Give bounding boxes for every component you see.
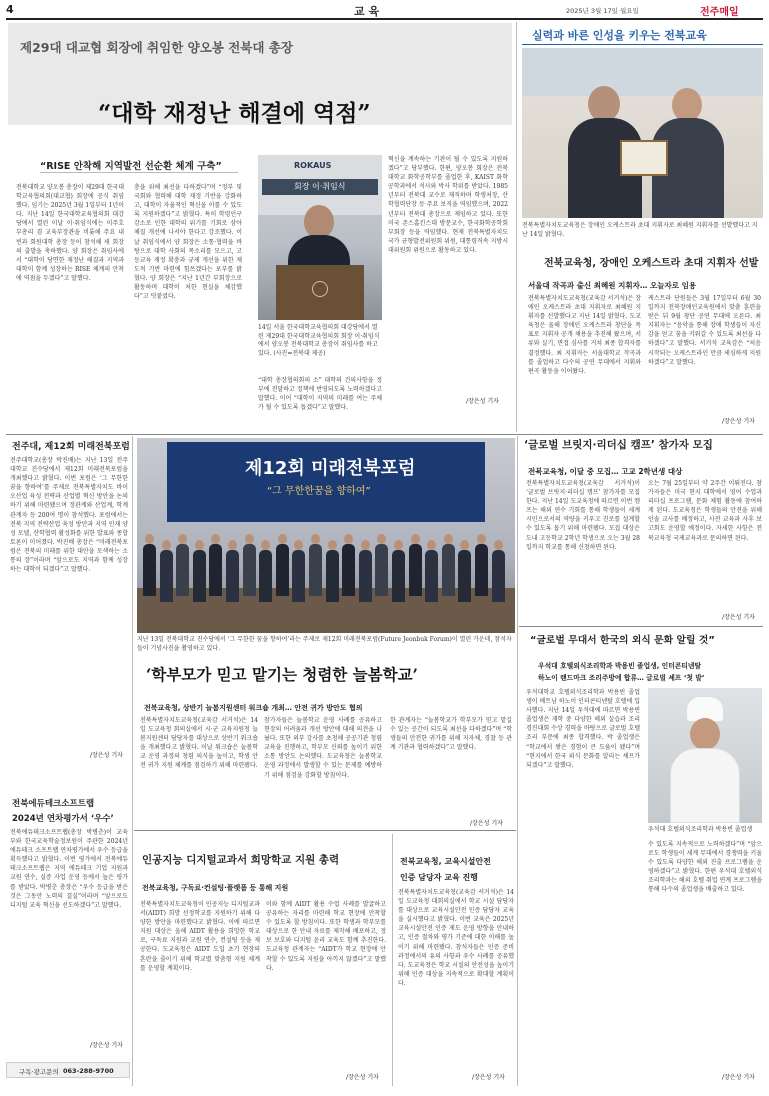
participant-head bbox=[228, 540, 237, 550]
speaker-head bbox=[304, 205, 334, 239]
orchestra-headline: 전북교육청, 장애인 오케스트라 초대 지휘자 선발 bbox=[544, 258, 759, 269]
edutech-headline: 전북에듀테크소프트랩 bbox=[12, 799, 95, 809]
article-subhead: “RISE 안착해 지역발전 선순환 체계 구축” bbox=[40, 161, 222, 172]
forum-participant bbox=[309, 534, 322, 596]
participant-body bbox=[342, 544, 355, 596]
participant-head bbox=[460, 540, 469, 550]
forum-banner-sub: “그 무한한꿈을 향하여” bbox=[267, 486, 371, 497]
header-rule bbox=[6, 18, 763, 20]
page-header bbox=[6, 2, 763, 18]
person-left-head bbox=[588, 86, 620, 122]
subscription-footer bbox=[6, 1062, 130, 1078]
chef-body-col2: 수 있도록 지속적으로 노력하겠다”며 “앞으로도 학생들이 세계 무대에서 경쟁력을 키울 수 있도록 다양한 해외 진출 프로그램을 운영하겠다”고 밝혔다. 한편 우석대 호텔외식조리학과는 해외 호텔 취업 연계 프로그램을 통해 다수의 졸업생을 배출하고 있다. bbox=[648, 841, 762, 894]
orchestra-body-col1: 전북특별자치도교육청(교육감 서거석)은 장애인 오케스트라 초대 지휘자로 최혜원 지휘자를 선발했다고 지난 14일 밝혔다. 도교육청은 올해 장애인 오케스트라 창단을 목표로 지휘자 공개 채용을 추진해 왔으며, 서류와 실기, 면접 심사를 거쳐 최종 합격자를 결정했다. 최 지휘자는 서울대학교 작곡과를 졸업하고 다수의 공연 무대에서 지휘와 편곡 활동을 이어왔다. bbox=[528, 295, 641, 375]
forum-participant bbox=[143, 534, 156, 596]
participant-head bbox=[361, 540, 370, 550]
conductor-photo-caption: 전북특별자치도교육청은 장애인 오케스트라 초대 지휘자로 최혜원 지휘자를 선발했다고 지난 14일 밝혔다. bbox=[522, 222, 758, 238]
orchestra-body-col2: 케스트라 단원들은 3월 17일부터 6월 30일까지 전북장애인교육원에서 맞춤 훈련을 받은 뒤 9월 창단 공연 무대에 오른다. 최 지휘자는 “음악을 통해 장애 학생들이 자신감을 얻고 꿈을 키워갈 수 있도록 최선을 다하겠다”고 말했다. 서거석 교육감은 “처음 시작되는 오케스트라인 만큼 세심하게 지원하겠다”고 말했다. bbox=[648, 295, 761, 366]
forum-photo bbox=[137, 438, 515, 633]
forum-participant bbox=[425, 540, 438, 602]
edutech-byline: /장은성 기자 bbox=[90, 1042, 123, 1049]
edutech-subhead: 2024년 연차평가서 ‘우수’ bbox=[12, 814, 114, 824]
participant-body bbox=[259, 550, 272, 602]
photo-wall-banner bbox=[522, 48, 763, 96]
neulbom-headline: ‘학부모가 믿고 맡기는 청렴한 늘봄학교’ bbox=[146, 665, 418, 684]
article-body-col3: “대학 총장협의회의 소” 대학의 건의사항을 정부에 전달하고 정책에 반영되도록 노력하겠다고 말했다. 이어 “대학이 지역의 미래를 여는 주체가 될 수 있도록 돕겠다”고 말했다. bbox=[258, 377, 382, 412]
forum-participant bbox=[243, 534, 256, 596]
participant-head bbox=[211, 534, 220, 544]
participant-body bbox=[409, 544, 422, 596]
newspaper-brand: 전주매일 bbox=[700, 7, 739, 18]
participant-body bbox=[458, 550, 471, 602]
forum-participant bbox=[292, 540, 305, 602]
page-number: 4 bbox=[6, 3, 14, 16]
podium-logo bbox=[312, 281, 328, 297]
aidt-body-col2: 이와 함께 AIDT 활용 수업 사례를 발굴하고 공유하는 자리를 마련해 학교 현장에 안착할 수 있도록 할 방침이다. 또한 학생과 학부모를 대상으로 한 안내 자료를 제작해 배포하고, 정보 보호와 디지털 윤리 교육도 함께 추진한다. 도교육청 관계자는 “AIDT가 학교 현장에 안착할 수 있도록 지원을 아끼지 않겠다”고 말했다. bbox=[266, 901, 386, 972]
section-rule-1 bbox=[6, 434, 763, 435]
participant-head bbox=[444, 534, 453, 544]
bridge-subhead: 전북교육청, 이달 중 모집… 고교 2학년생 대상 bbox=[528, 467, 683, 476]
participant-body bbox=[292, 550, 305, 602]
participant-head bbox=[494, 540, 503, 550]
chef-subhead-2: 하노이 랜드마크 조리주방에 합류… 글로벌 셰프 ‘첫 발’ bbox=[538, 674, 705, 682]
safety-headline: 전북교육청, 교육시설안전 bbox=[400, 857, 491, 866]
neulbom-body-col2: 참가자들은 늘봄학교 운영 사례를 공유하고 현장의 어려움과 개선 방안에 대해 의견을 나눴다. 또한 외부 강사를 초청해 공공기관 청렴 교육을 진행하고, 학부모 신뢰를 높이기 위한 소통 방안도 논의했다. 도교육청은 늘봄학교 운영 과정에서 발생할 수 있는 문제를 예방하기 위해 점검을 강화할 방침이다. bbox=[264, 717, 382, 779]
forum-participant bbox=[492, 540, 505, 602]
certificate bbox=[620, 140, 668, 176]
safety-body: 전북특별자치도교육청(교육감 서거석)은 14일 도교육청 대회의실에서 학교 시설 담당자를 대상으로 교육시설안전 인증 담당자 교육을 실시했다고 밝혔다. 이번 교육은 2025년 교육시설안전 인증 제도 운영 방향을 안내하고, 인증 절차와 평가 기준에 대한 이해를 높이기 위해 마련됐다. 참석자들은 인증 준비 과정에서의 유의 사항과 우수 사례를 공유했다. 도교육청은 학교 시설의 안전성을 높이기 위해 인증 대상을 지속적으로 확대할 계획이다. bbox=[398, 889, 514, 987]
bridge-body-col2: 오는 7월 25일부터 약 2주간 이뤄진다. 참가자들은 미국 현지 대학에서 영어 수업과 리더십 프로그램, 문화 체험 활동에 참여하게 된다. 도교육청은 학생들의 안전을 위해 인솔 교사를 배정하고, 사전 교육과 사후 보고회도 운영할 예정이다. 자세한 사항은 전북교육청 국제교육과로 문의하면 된다. bbox=[648, 480, 762, 542]
participant-body bbox=[375, 544, 388, 596]
jeonju-headline: 전주대, 제12회 미래전북포럼 bbox=[12, 442, 130, 452]
participant-head bbox=[411, 534, 420, 544]
person-right-head bbox=[672, 88, 702, 122]
chef-byline: /장은성 기자 bbox=[722, 1074, 755, 1081]
section-title: 교 육 bbox=[354, 5, 380, 18]
footer-label: 구독·광고문의 bbox=[19, 1068, 59, 1076]
photo-caption: 14일 서울 한국대학교육협의회 대강당에서 열린 제29대 한국대학교육협의회 회장 이·취임식에서 양오봉 전북대학교 총장이 취임사를 하고 있다. (사진=전북대 제공) bbox=[258, 324, 380, 357]
column-divider-left bbox=[132, 436, 133, 1086]
participant-head bbox=[195, 540, 204, 550]
participant-body bbox=[392, 550, 405, 602]
article-byline: /장은성 기자 bbox=[466, 398, 499, 405]
forum-participant bbox=[176, 534, 189, 596]
forum-participant bbox=[226, 540, 239, 602]
participant-head bbox=[311, 534, 320, 544]
aidt-body-col1: 전북특별자치도교육청이 인공지능 디지털교과서(AIDT) 희망 선정학교를 지원하기 위해 다양한 방안을 마련했다고 밝혔다. 이에 따르면 지원 대상은 올해 AIDT 활용을 희망한 학교로, 구독료 지원과 교원 연수, 컨설팅 등을 제공한다. 도교육청은 AIDT 도입 초기 현장의 혼란을 줄이기 위해 학교별 맞춤형 지원 체계를 운영할 계획이다. bbox=[140, 901, 260, 972]
chef-headline: “글로벌 무대서 한국의 외식 문화 알릴 것” bbox=[530, 635, 715, 646]
participant-body bbox=[326, 550, 339, 602]
column-divider-main bbox=[516, 22, 517, 432]
participant-body bbox=[226, 550, 239, 602]
participant-head bbox=[178, 534, 187, 544]
forum-participant bbox=[276, 534, 289, 596]
jeonju-byline: /장은성 기자 bbox=[90, 752, 123, 759]
participant-head bbox=[261, 540, 270, 550]
chef-photo-caption: 우석대 호텔외식조리학과 박용빈 졸업생 bbox=[648, 826, 753, 833]
bridge-body-col1: 전북특별자치도교육청(교육감 서거석)이 ‘글로벌 브릿지·리더십 캠프’ 참가자를 모집한다. 지난 14일 도교육청에 따르면 이번 캠프는 해외 연수 기회를 통해 학생들이 세계 시민으로서의 역량을 키우고 진로를 설계할 수 있도록 돕기 위해 마련됐다. 모집 대상은 도내 고등학교 2학년 학생으로 오는 3월 28일까지 학교를 통해 신청하면 된다. bbox=[526, 480, 640, 551]
aidt-subhead: 전북교육청, 구독료·컨설팅·플랫폼 등 통해 지원 bbox=[142, 884, 289, 892]
neulbom-body-col1: 전북특별자치도교육청(교육감 서거석)은 14일 도교육청 회의실에서 시·군 교육지원청 늘봄지원센터 담당자를 대상으로 상반기 워크숍을 개최했다고 밝혔다. 이날 워크숍은 늘봄학교 운영 과정의 청렴 의식을 높이고, 학생 안전 귀가 지원 체계를 점검하기 위해 마련됐다. bbox=[140, 717, 258, 770]
edutech-body: 전북에듀테크소프트랩(총장 박병춘)이 교육부와 한국교육학술정보원이 주관한 2024년 에듀테크 소프트랩 연차평가에서 우수 등급을 획득했다고 밝혔다. 이번 평가에서 전북에듀테크소프트랩은 지역 에듀테크 기업 지원과 교원 연수, 실증 사업 운영 등에서 높은 평가를 받았다. 박병춘 총장은 “우수 등급을 받은 것은 그동안 노력의 결실”이라며 “앞으로도 디지털 교육 혁신을 선도하겠다”고 말했다. bbox=[10, 829, 128, 909]
forum-participant bbox=[259, 540, 272, 602]
forum-participant bbox=[342, 534, 355, 596]
chef-subhead-1: 우석대 호텔외식조리학과 박용빈 졸업생, 인터콘티넨탈 bbox=[538, 662, 702, 670]
jeonju-body: 전주대학교(총장 박진배)는 지난 13일 전주대학교 진수당에서 제12회 미래전북포럼을 개최했다고 밝혔다. 이번 포럼은 ‘그 무한한 꿈을 향하여’를 주제로 전북특별자치도 바이오산업 육성 전략과 산업별 혁신 방안을 논의하기 위해 마련됐으며 정관계와 산업계, 학계 관계자 등 200여 명이 참석했다. 포럼에서는 전북 지역 전략산업 육성 방안과 지역 인재 양성 모델, 산학협력 활성화를 위한 발표와 종합 토론이 이어졌다. 박진배 총장은 “미래전북포럼은 전북의 미래를 위한 대안을 모색하는 소통의 장”이라며 “앞으로도 지역과 함께 성장하는 대학이 되겠다”고 말했다. bbox=[10, 457, 128, 574]
article-body-col2: 충을 위해 최선을 다하겠다”며 “정부 및 국회와 협력해 대학 재정 기반을 강화하고, 대학이 자율적인 혁신을 이룰 수 있도록 지원하겠다”고 밝혔다. 특히 학령인구 감소로 인한 대학의 위기를 기회로 삼아 체질 개선에 나서야 한다고 강조했다. 이날 취임식에서 양 회장은 소통·협력을 바탕으로 대학 사회의 목소리를 모으고, 고등교육 재정 확충과 규제 개선을 위한 제도적 기반 마련에 힘쓰겠다는 포부를 밝혔다. 양 회장은 “지난 1년간 부회장으로 활동하며 대학이 처한 현실을 체감했다”고 덧붙였다. bbox=[134, 184, 242, 301]
participant-body bbox=[176, 544, 189, 596]
forum-photo-caption: 지난 13일 전북대학교 진수당에서 ‘그 무한한 꿈을 향하여’라는 주제로 제12회 미래전북포럼(Future Jeonbuk Forum)이 열린 가운데, 참석자들이 기념사진을 촬영하고 있다. bbox=[137, 636, 512, 652]
aidt-headline: 인공지능 디지털교과서 희망학교 지원 총력 bbox=[142, 854, 340, 866]
participant-head bbox=[145, 534, 154, 544]
article-kicker: 제29대 대교협 회장에 취임한 양오봉 전북대 총장 bbox=[20, 40, 293, 55]
bridge-byline: /장은성 기자 bbox=[722, 614, 755, 621]
article-headline: “대학 재정난 해결에 역점” bbox=[98, 100, 371, 127]
participant-body bbox=[276, 544, 289, 596]
forum-participant bbox=[359, 540, 372, 602]
section-rule-2 bbox=[519, 626, 763, 627]
photo-banner-text: 회장 이·취임식 bbox=[294, 182, 346, 191]
orchestra-subhead: 서울대 작곡과 출신 최혜원 지휘자… 오늘자로 임용 bbox=[528, 281, 697, 290]
participant-head bbox=[278, 534, 287, 544]
participant-body bbox=[160, 550, 173, 602]
neulbom-body-col3: 한 관계자는 “늘봄학교가 학부모가 믿고 맡길 수 있는 공간이 되도록 최선을 다하겠다”며 “학생들의 안전한 귀가를 위해 지자체, 경찰 등 관계 기관과 협력하겠다”고 말했다. bbox=[390, 717, 512, 752]
forum-participant bbox=[193, 540, 206, 602]
bridge-headline: ‘글로벌 브릿지·리더십 캠프’ 참가자 모집 bbox=[524, 439, 713, 451]
forum-participant bbox=[209, 534, 222, 596]
chef-jacket bbox=[670, 748, 740, 823]
participant-head bbox=[477, 534, 486, 544]
orchestra-byline: /장은성 기자 bbox=[722, 418, 755, 425]
participant-head bbox=[162, 540, 171, 550]
forum-participant bbox=[160, 540, 173, 602]
forum-participant bbox=[475, 534, 488, 596]
subhead-underline bbox=[40, 172, 238, 173]
chef-body-col1: 우석대학교 호텔외식조리학과 박용빈 졸업생이 베트남 하노이 인터콘티넨탈 호텔에 입사했다. 지난 14일 우석대에 따르면 박용빈 졸업생은 재학 중 다양한 해외 실습과 조리 경진대회 수상 경력을 바탕으로 글로벌 호텔 조리 부문에 최종 합격했다. 박 졸업생은 “학교에서 쌓은 경험이 큰 도움이 됐다”며 “현지에서 한국 외식 문화를 알리는 셰프가 되겠다”고 말했다. bbox=[526, 689, 640, 769]
conductor-photo bbox=[522, 48, 763, 218]
participant-head bbox=[377, 534, 386, 544]
article-body-col4: 혁신을 계속하는 기관이 될 수 있도록 지원하겠다”고 당부했다. 한편, 양오봉 회장은 전북대학교 화학공학부를 졸업한 후, KAIST 화학공학과에서 석사와 박사 학위를 받았다. 1985년부터 전북대 교수로 재직하며 학생처장, 산학협력단장 등 주요 보직을 역임했으며, 2022년부터 전북대 총장으로 재임하고 있다. 또한 미국 존스홉킨스대 방문교수, 한국화학공학회 부회장 등을 역임했다. 현재 전북특별자치도 국가 균형발전위원회 위원, 대통령직속 지방시대위원회 위원으로 활동하고 있다. bbox=[388, 156, 508, 254]
participant-body bbox=[209, 544, 222, 596]
participant-body bbox=[359, 550, 372, 602]
forum-participant bbox=[375, 534, 388, 596]
safety-subhead: 인증 담당자 교육 진행 bbox=[400, 873, 478, 882]
participant-head bbox=[294, 540, 303, 550]
participant-body bbox=[143, 544, 156, 596]
article-body-col1: 전북대학교 양오봉 총장이 제29대 한국대학교육협의회(대교협) 회장에 공식 취임했다. 임기는 2025년 3월 1일부터 1년이다. 지난 14일 한국대학교육협의회 대강당에서 열린 이날 이·취임식에는 이주호 부총리 겸 교육부장관을 비롯해 주요 내빈과 회원대학 총장 등이 참석해 새 회장의 출발을 축하했다. 양 회장은 취임사에서 “대학이 당면한 재정난 해결과 지역과 대학이 함께 성장하는 RISE 체계의 안착에 역점을 두겠다”고 말했다. bbox=[16, 184, 125, 282]
forum-participants bbox=[137, 526, 515, 606]
neulbom-byline: /장은성 기자 bbox=[470, 820, 503, 827]
participant-body bbox=[309, 544, 322, 596]
participant-body bbox=[492, 550, 505, 602]
participant-body bbox=[243, 544, 256, 596]
inauguration-photo bbox=[258, 155, 382, 320]
footer-phone: 063-288-9700 bbox=[63, 1067, 114, 1075]
chef-photo bbox=[648, 688, 762, 823]
participant-body bbox=[425, 550, 438, 602]
forum-participant bbox=[392, 540, 405, 602]
safety-byline: /장은성 기자 bbox=[472, 1074, 505, 1081]
neulbom-subhead: 전북교육청, 상반기 늘봄지원센터 워크숍 개최… 안전 귀가 방안도 협의 bbox=[144, 704, 363, 712]
participant-body bbox=[193, 550, 206, 602]
issue-date: 2025년 3월 17일 월요일 bbox=[566, 7, 639, 15]
series-kicker bbox=[522, 23, 763, 45]
participant-head bbox=[394, 540, 403, 550]
participant-head bbox=[427, 540, 436, 550]
participant-body bbox=[442, 544, 455, 596]
aidt-byline: /장은성 기자 bbox=[346, 1074, 379, 1081]
participant-head bbox=[245, 534, 254, 544]
section-rule-3 bbox=[134, 830, 516, 831]
forum-participant bbox=[326, 540, 339, 602]
column-divider-right bbox=[517, 436, 518, 1086]
participant-head bbox=[328, 540, 337, 550]
series-kicker-text: 실력과 바른 인성을 키우는 전북교육 bbox=[532, 29, 707, 42]
forum-participant bbox=[442, 534, 455, 596]
forum-participant bbox=[458, 540, 471, 602]
participant-body bbox=[475, 544, 488, 596]
participant-head bbox=[344, 534, 353, 544]
chef-face bbox=[690, 718, 720, 750]
photo-backdrop-text: ROKAUS bbox=[294, 161, 332, 170]
forum-participant bbox=[409, 534, 422, 596]
column-divider-aidt bbox=[392, 834, 393, 1086]
forum-banner-title: 제12회 미래전북포럼 bbox=[245, 458, 416, 479]
